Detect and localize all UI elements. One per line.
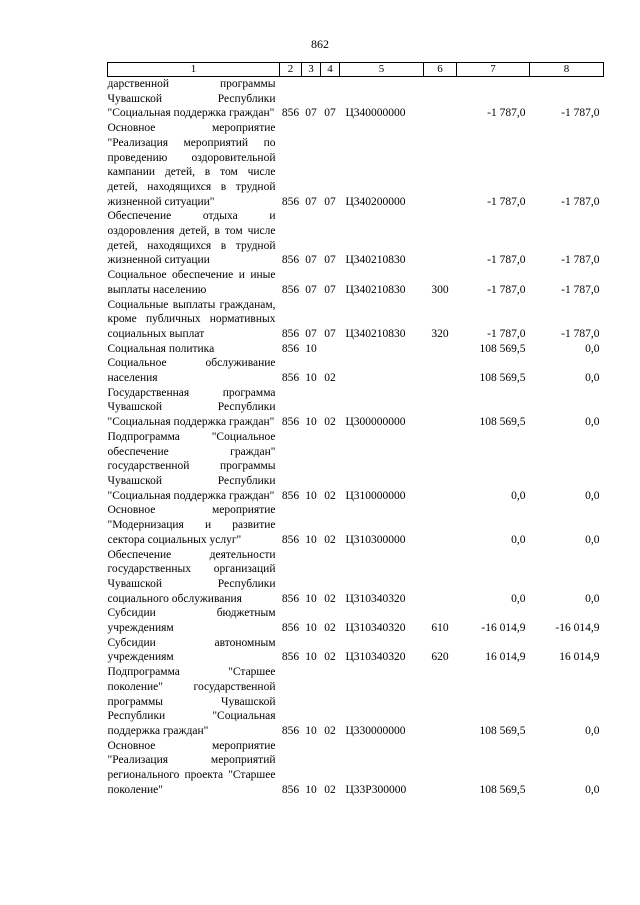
table-row	[108, 665, 604, 739]
amount-col7: 108 569,5	[479, 416, 526, 429]
ministry-code: 856	[281, 489, 300, 502]
expense-kind	[424, 77, 457, 122]
subsection-code: 02	[324, 416, 336, 429]
section-code: 10	[305, 592, 317, 605]
target-article: Ц310300000	[345, 533, 406, 546]
amount-col8: 0,0	[585, 533, 600, 546]
ministry-code: 856	[281, 622, 300, 635]
page-number: 862	[311, 37, 329, 51]
row-name: Социальные выплаты гражданам, кроме публичных нормативных социальных выплат	[107, 298, 276, 340]
ministry-code: 856	[281, 283, 300, 296]
ministry-code: 856	[281, 783, 300, 796]
budget-table	[107, 62, 604, 797]
ministry-code: 856	[281, 651, 300, 664]
table-row	[108, 739, 604, 798]
expense-kind: 620	[431, 651, 449, 664]
expense-kind	[424, 209, 457, 268]
amount-col8: 0,0	[585, 489, 600, 502]
table-row	[108, 268, 604, 297]
table-row	[108, 342, 604, 357]
ministry-code: 856	[281, 254, 300, 267]
row-name: Основное мероприятие "Модернизация и развитие сектора социальных услуг"	[107, 504, 276, 546]
header-cell: 3	[302, 63, 321, 77]
row-name: дарственной программы Чувашской Республики "Социальная поддержка граждан"	[107, 78, 276, 120]
expense-kind	[424, 356, 457, 385]
row-name: Основное мероприятие "Реализация мероприятий регионального проекта "Старшее поколение"	[107, 739, 276, 796]
subsection-code: 07	[324, 107, 336, 120]
ministry-code: 856	[281, 107, 300, 120]
header-cell: 6	[424, 63, 457, 77]
table-header-row	[108, 63, 604, 77]
section-code: 10	[305, 783, 317, 796]
subsection-code: 07	[324, 254, 336, 267]
amount-col8: 0,0	[585, 342, 600, 355]
expense-kind	[424, 342, 457, 357]
section-code: 10	[305, 342, 317, 355]
subsection-code: 02	[324, 783, 336, 796]
expense-kind	[424, 739, 457, 798]
amount-col8: 0,0	[585, 372, 600, 385]
table-row	[108, 386, 604, 430]
amount-col7: -16 014,9	[481, 622, 526, 635]
row-name: Обеспечение деятельности государственных организаций Чувашской Республики социального обслуживания	[107, 548, 276, 605]
target-article: Ц300000000	[345, 416, 406, 429]
table-row	[108, 430, 604, 504]
section-code: 07	[305, 254, 317, 267]
amount-col7: -1 787,0	[487, 327, 526, 340]
header-cell: 5	[340, 63, 424, 77]
row-name: Социальная политика	[107, 342, 215, 355]
section-code: 07	[305, 327, 317, 340]
amount-col8: -1 787,0	[561, 195, 600, 208]
amount-col7: 16 014,9	[485, 651, 526, 664]
row-name: Государственная программа Чувашской Республики "Социальная поддержка граждан"	[107, 386, 276, 429]
expense-kind	[424, 386, 457, 430]
expense-kind: 300	[431, 283, 449, 296]
amount-col8: -1 787,0	[561, 283, 600, 296]
subsection-code: 07	[324, 195, 336, 208]
target-article: Ц33Р300000	[345, 783, 407, 796]
ministry-code: 856	[281, 195, 300, 208]
row-name: Обеспечение отдыха и оздоровления детей, в том числе детей, находящихся в трудной жизненной ситуации	[107, 210, 276, 267]
table-row	[108, 636, 604, 665]
expense-kind	[424, 430, 457, 504]
table-row	[108, 77, 604, 122]
section-code: 10	[305, 489, 317, 502]
target-article: Ц310000000	[345, 489, 406, 502]
amount-col8: -16 014,9	[555, 622, 600, 635]
subsection-code: 02	[324, 622, 336, 635]
section-code: 10	[305, 533, 317, 546]
section-code: 10	[305, 651, 317, 664]
subsection-code: 02	[324, 372, 336, 385]
target-article	[340, 342, 424, 357]
target-article: Ц310340320	[345, 651, 406, 664]
amount-col8: 0,0	[585, 783, 600, 796]
amount-col7: 108 569,5	[479, 342, 526, 355]
row-name: Субсидии автономным учреждениям	[107, 636, 276, 664]
target-article: Ц340210830	[345, 327, 406, 340]
target-article: Ц310340320	[345, 592, 406, 605]
section-code: 10	[305, 416, 317, 429]
header-cell: 2	[280, 63, 302, 77]
amount-col8: -1 787,0	[561, 254, 600, 267]
section-code: 07	[305, 195, 317, 208]
amount-col7: 108 569,5	[479, 783, 526, 796]
header-cell: 7	[457, 63, 530, 77]
expense-kind: 320	[431, 327, 449, 340]
target-article: Ц340210830	[345, 283, 406, 296]
expense-kind	[424, 121, 457, 209]
target-article: Ц340210830	[345, 254, 406, 267]
ministry-code: 856	[281, 327, 300, 340]
expense-kind	[424, 503, 457, 547]
subsection-code: 02	[324, 489, 336, 502]
subsection-code: 07	[324, 327, 336, 340]
amount-col7: -1 787,0	[487, 107, 526, 120]
amount-col8: -1 787,0	[561, 107, 600, 120]
target-article	[340, 356, 424, 385]
header-cell: 8	[530, 63, 604, 77]
amount-col8: 0,0	[585, 416, 600, 429]
row-name: Субсидии бюджетным учреждениям	[107, 607, 276, 635]
subsection-code: 02	[324, 592, 336, 605]
amount-col7: 108 569,5	[479, 372, 526, 385]
subsection-code: 02	[324, 724, 336, 737]
amount-col7: -1 787,0	[487, 254, 526, 267]
table-row	[108, 503, 604, 547]
table-row	[108, 606, 604, 635]
amount-col7: 0,0	[511, 533, 526, 546]
amount-col8: 16 014,9	[559, 651, 600, 664]
table-row	[108, 356, 604, 385]
amount-col7: 0,0	[511, 592, 526, 605]
expense-kind	[424, 665, 457, 739]
ministry-code: 856	[281, 416, 300, 429]
header-cell: 4	[321, 63, 340, 77]
expense-kind	[424, 548, 457, 607]
row-name: Подпрограмма "Старшее поколение" государственной программы Чувашской Республики "Социальная поддержка граждан"	[107, 666, 276, 737]
table-row	[108, 548, 604, 607]
amount-col8: 0,0	[585, 592, 600, 605]
subsection-code	[321, 342, 340, 357]
section-code: 10	[305, 724, 317, 737]
subsection-code: 07	[324, 283, 336, 296]
target-article: Ц340000000	[345, 107, 406, 120]
section-code: 10	[305, 622, 317, 635]
subsection-code: 02	[324, 651, 336, 664]
ministry-code: 856	[281, 533, 300, 546]
row-name: Социальное обслуживание населения	[107, 357, 276, 385]
table-row	[108, 298, 604, 342]
subsection-code: 02	[324, 533, 336, 546]
section-code: 10	[305, 372, 317, 385]
amount-col7: -1 787,0	[487, 195, 526, 208]
ministry-code: 856	[281, 372, 300, 385]
amount-col7: 108 569,5	[479, 724, 526, 737]
amount-col8: 0,0	[585, 724, 600, 737]
row-name: Социальное обеспечение и иные выплаты населению	[107, 269, 276, 296]
expense-kind: 610	[431, 622, 449, 635]
target-article: Ц310340320	[345, 622, 406, 635]
header-cell: 1	[108, 63, 280, 77]
amount-col7: 0,0	[511, 489, 526, 502]
table-row	[108, 209, 604, 268]
ministry-code: 856	[281, 592, 300, 605]
section-code: 07	[305, 107, 317, 120]
target-article: Ц340200000	[345, 195, 406, 208]
target-article: Ц330000000	[345, 724, 406, 737]
table-row	[108, 121, 604, 209]
row-name: Подпрограмма "Социальное обеспечение граждан" государственной программы Чувашской Республики "Социальная поддержка граждан"	[107, 430, 276, 502]
ministry-code: 856	[281, 342, 300, 355]
section-code: 07	[305, 283, 317, 296]
amount-col7: -1 787,0	[487, 283, 526, 296]
ministry-code: 856	[281, 724, 300, 737]
row-name: Основное мероприятие "Реализация мероприятий по проведению оздоровительной кампании детей, в том числе детей, находящихся в трудной жизненной ситуации"	[107, 122, 276, 208]
amount-col8: -1 787,0	[561, 327, 600, 340]
